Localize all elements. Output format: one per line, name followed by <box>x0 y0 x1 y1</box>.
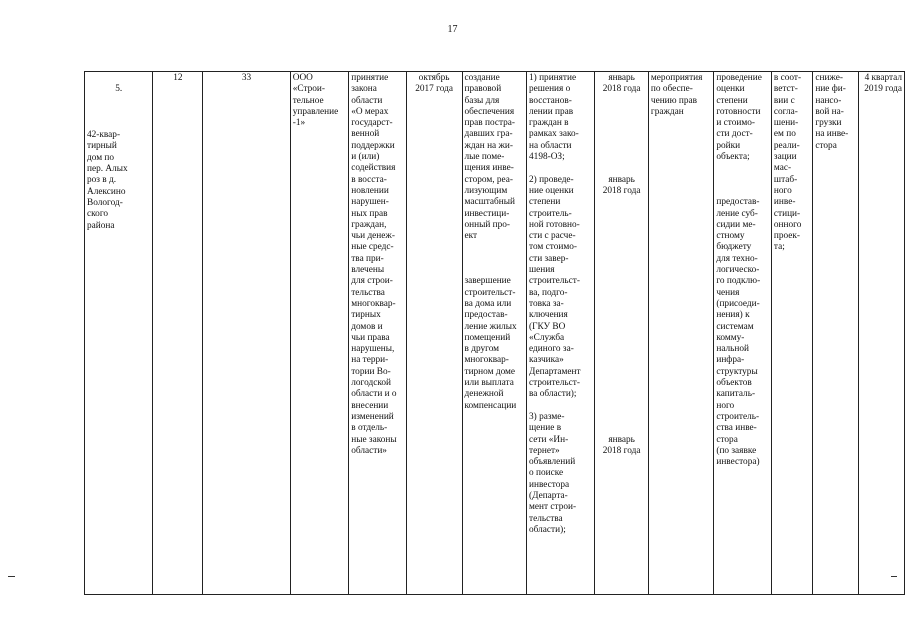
deadline-cell: 4 квартал 2019 года <box>858 72 904 595</box>
measure-cell: принятие закона области «О мерах государст- венной поддержки и (или) содействия в восста- новлении нарушен- ных прав граждан, чьи денеж- ные средс- тва при- влечены для строи- тельства многоквар- тирных домов и чьи права нарушены, на терри- тории Во- логодской области и о внесении изменений в отдель- ные законы области» <box>349 72 407 595</box>
agreement-cell: в соот- ветст- вии с согла- шени- ем по реали- зации мас- штаб- ного инве- стици- онного проек- та; <box>771 72 812 595</box>
page-number: 17 <box>447 24 458 35</box>
row-number: 5. <box>115 84 123 95</box>
measures-type-cell: мероприятия по обеспе- чению прав граждан <box>648 72 713 595</box>
object-cell <box>85 72 153 595</box>
margin-mark-left <box>8 576 15 577</box>
steps-cell: 1) принятие решения о восстанов- лении прав граждан в рамках зако- на области 4198-ОЗ; 2) проведе- ние оценки степени строитель- ной готовно- сти с расче- том стоимо- сти завер- шения строительст- ва, подго- товка за- ключения (ГКУ ВО «Служба единого за- казчика» Департамент строительст- ва области); 3) разме- щение в сети «Ин- тернет» объявлений о поиске инвестора (Департа- мент строи- тельства области); <box>527 72 595 595</box>
developer-cell: ООО «Строи- тельное управление -1» <box>290 72 349 595</box>
goal-cell: создание правовой базы для обеспечения прав постра- давших гра- ждан на жи- лые поме- щения инве- стором, реа- лизующим масштабный инвестици- онный про- ект завершение строительст- ва дома или предостав- ление жилых помещений в другом многоквар- тирном доме или выплата денежной компенсации <box>462 72 527 595</box>
measures-table <box>84 71 905 595</box>
object-description: 42-квар- тирный дом по пер. Алых роз в д. Алексино Вологод- ского района <box>87 130 128 231</box>
support-cell: проведение оценки степени готовности и стоимо- сти дост- ройки объекта; предостав- ление суб- сидии ме- стному бюджету для техно- логическо- го подклю- чения (присоеди- нения) к системам комму- нальной инфра- структуры объектов капиталь- ного строитель- ства инве- стора (по заявке инвестора) <box>714 72 772 595</box>
count-cell: 12 <box>153 72 203 595</box>
effect-cell: сниже- ние фи- нансо- вой на- грузки на инве- стора <box>813 72 858 595</box>
date-cell: октябрь 2017 года <box>406 72 462 595</box>
step-dates-cell: январь 2018 года январь 2018 года январь 2018 года <box>595 72 649 595</box>
table-row <box>85 72 905 595</box>
margin-mark-right <box>891 576 897 577</box>
count-cell: 33 <box>203 72 290 595</box>
